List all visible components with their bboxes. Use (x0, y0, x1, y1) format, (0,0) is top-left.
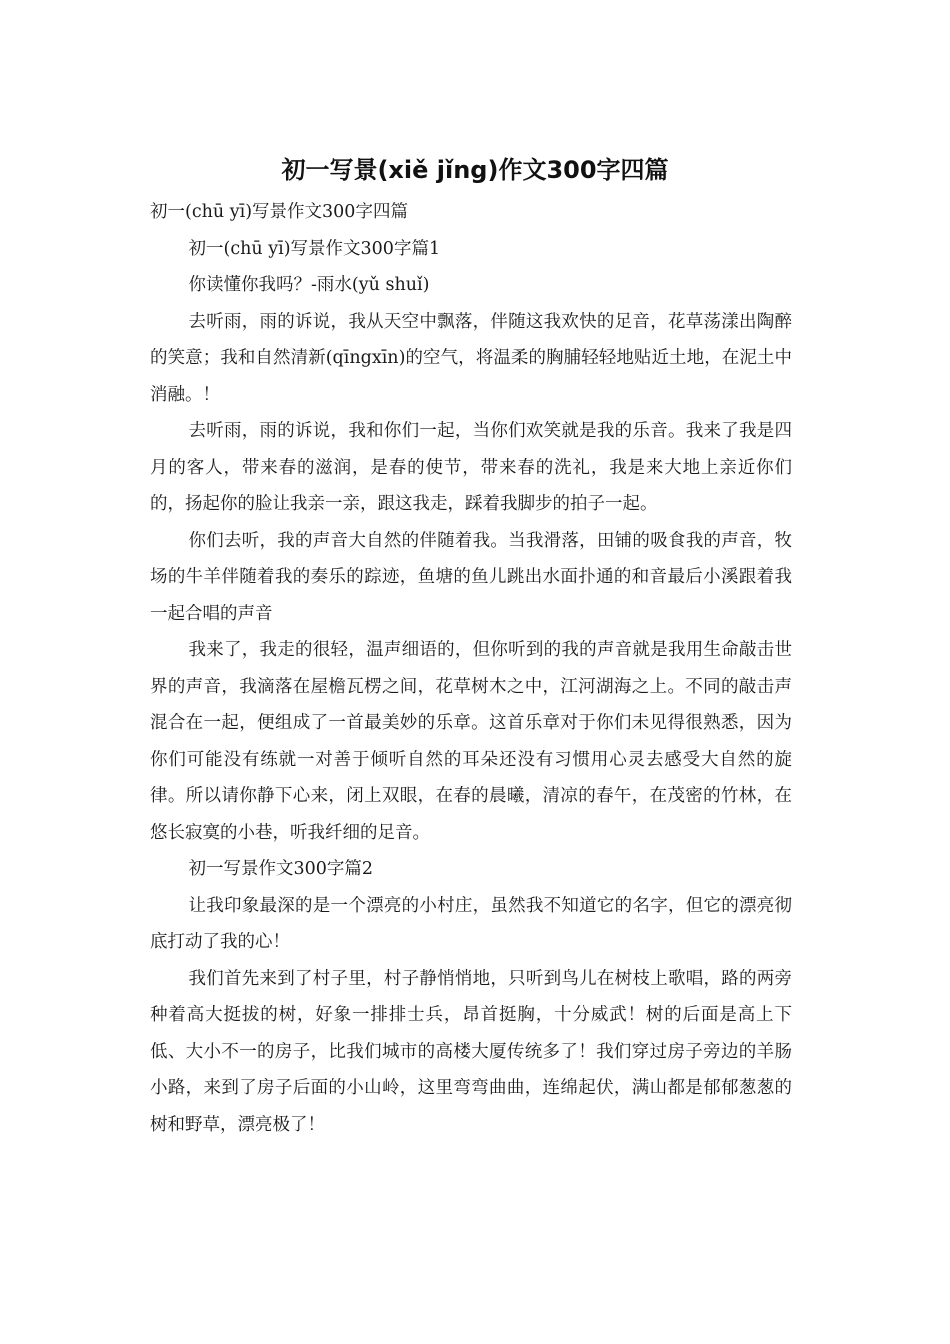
paragraph-subtitle: 初一(chū yī)写景作文300字四篇 (150, 202, 408, 222)
paragraph: 去听雨，雨的诉说，我和你们一起，当你们欢笑就是我的乐音。我来了我是四月的客人，带来春的滋润，是春的使节，带来春的洗礼，我是来大地上亲近你们的，扬起你的脸让我亲一亲，跟这我走，踩着我脚步的拍子一起。 (150, 421, 792, 514)
document-body (150, 194, 792, 1143)
paragraph: 我来了，我走的很轻，温声细语的，但你听到的我的声音就是我用生命敲击世界的声音，我滴落在屋檐瓦楞之间，花草树木之中，江河湖海之上。不同的敲击声混合在一起，便组成了一首最美妙的乐章。这首乐章对于你们未见得很熟悉，因为你们可能没有练就一对善于倾听自然的耳朵还没有习惯用心灵去感受大自然的旋律。所以请你静下心来，闭上双眼，在春的晨曦，清凉的春午，在茂密的竹林，在悠长寂寞的小巷，听我纤细的足音。 (150, 640, 792, 843)
paragraph: 去听雨，雨的诉说，我从天空中飘落，伴随这我欢快的足音，花草荡漾出陶醉的笑意；我和自然清新(qīngxīn)的空气，将温柔的胸脯轻轻地贴近土地，在泥土中消融。！ (150, 311, 792, 405)
paragraph: 让我印象最深的是一个漂亮的小村庄，虽然我不知道它的名字，但它的漂亮彻底打动了我的心！ (150, 895, 792, 952)
paragraph-essay-title: 你读懂你我吗？-雨水(yǔ shuǐ) (188, 275, 430, 295)
document-title: 初一写景(xiě jǐng)作文300字四篇 (281, 156, 669, 184)
paragraph: 你们去听，我的声音大自然的伴随着我。当我滑落，田铺的吸食我的声音，牧场的牛羊伴随着我的奏乐的踪迹，鱼塘的鱼儿跳出水面扑通的和音最后小溪跟着我一起合唱的声音 (150, 530, 792, 624)
paragraph-section-heading-2: 初一写景作文300字篇2 (188, 859, 374, 879)
paragraph-section-heading-1: 初一(chū yī)写景作文300字篇1 (188, 238, 441, 259)
paragraph: 我们首先来到了村子里，村子静悄悄地，只听到鸟儿在树枝上歌唱，路的两旁种着高大挺拔的树，好象一排排士兵，昂首挺胸，十分威武！树的后面是高上下低、大小不一的房子，比我们城市的高楼大厦传统多了！我们穿过房子旁边的羊肠小路，来到了房子后面的小山岭，这里弯弯曲曲，连绵起伏，满山都是郁郁葱葱的树和野草，漂亮极了！ (150, 968, 792, 1135)
